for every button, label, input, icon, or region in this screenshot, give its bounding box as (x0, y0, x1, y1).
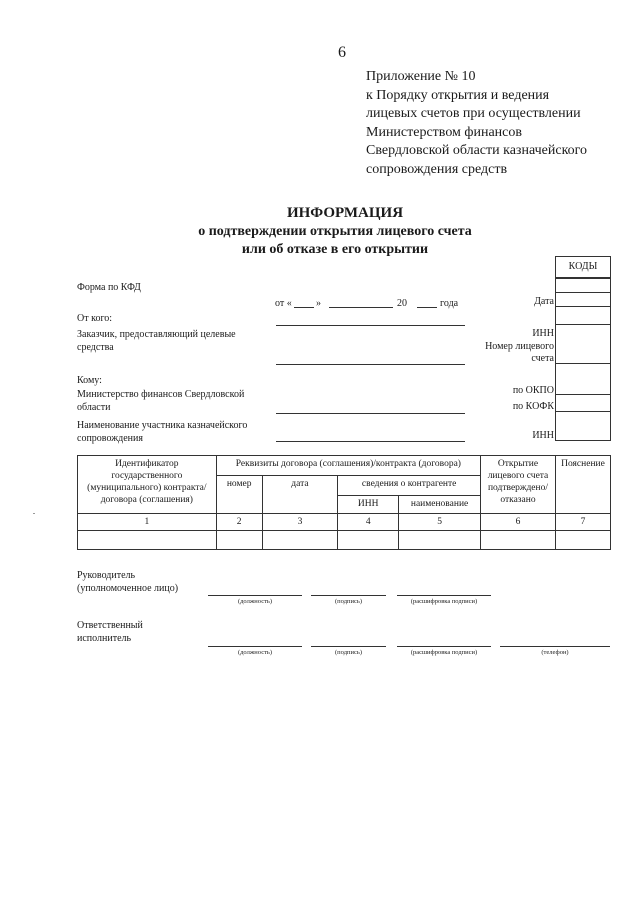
appendix-line: сопровождения средств (366, 161, 508, 177)
date-year-field[interactable] (417, 307, 437, 308)
appendix-line: к Порядку открытия и ведения (366, 87, 550, 103)
ministry-label: Министерство финансов Свердловской (77, 389, 245, 400)
executor-position-field[interactable] (208, 646, 302, 647)
col-inn-header: ИНН (338, 496, 399, 514)
head-signature-field[interactable] (311, 595, 386, 596)
head-label: Руководитель (77, 570, 136, 581)
to-label: Кому: (77, 375, 102, 386)
col-explanation-header: Пояснение (555, 456, 610, 514)
column-number: 6 (481, 514, 556, 531)
participant-label-2: сопровождения (77, 433, 143, 444)
form-kfd-label: Форма по КФД (77, 282, 141, 293)
col-date-header: дата (262, 476, 338, 514)
head-name-field[interactable] (397, 595, 491, 596)
executor-name-caption: (расшифровка подписи) (410, 649, 478, 656)
head-position-caption: (должность) (237, 598, 273, 605)
appendix-line: Министерством финансов (366, 124, 522, 140)
scan-mark (33, 513, 35, 514)
document-subtitle-2: или об отказе в его открытии (241, 242, 429, 257)
appendix-line: лицевых счетов при осуществлении (366, 106, 581, 122)
table-cell[interactable] (262, 531, 338, 550)
col-opening-header: Открытие лицевого счета подтверждено/ отказано (481, 456, 556, 514)
date-prefix: от « (275, 298, 292, 309)
table-cell[interactable] (78, 531, 217, 550)
document-subtitle: о подтверждении открытия лицевого счета (198, 224, 472, 239)
table-row (78, 531, 611, 550)
table-cell[interactable] (399, 531, 481, 550)
column-number: 4 (338, 514, 399, 531)
customer-label: Заказчик, предоставляющий целевые (77, 329, 236, 340)
col-contractor-header: сведения о контрагенте (338, 476, 481, 496)
head-signature-caption: (подпись) (335, 598, 362, 605)
table-cell[interactable] (555, 531, 610, 550)
ministry-label-2: области (77, 402, 111, 413)
okpo-label: по ОКПО (512, 385, 554, 396)
col-identifier-header: Идентификатор государственного (муниципального) контракта/ договора (соглашения) (78, 456, 217, 514)
col-group-header: Реквизиты договора (соглашения)/контракта (договора) (216, 456, 480, 476)
executor-position-caption: (должность) (237, 649, 273, 656)
col-number-header: номер (216, 476, 262, 514)
head-position-field[interactable] (208, 595, 302, 596)
ministry-field[interactable] (276, 413, 465, 414)
date-quote: » (316, 298, 321, 309)
code-cell-inn-2[interactable] (555, 411, 611, 441)
year-suffix: года (440, 298, 459, 309)
code-cell-inn-account[interactable] (555, 324, 611, 364)
executor-label: Ответственный (77, 620, 143, 631)
from-label: От кого: (77, 313, 113, 324)
table-cell[interactable] (338, 531, 399, 550)
code-cell-blank[interactable] (555, 306, 611, 325)
executor-label-2: исполнитель (77, 633, 132, 644)
executor-phone-field[interactable] (500, 646, 610, 647)
account-label: Номер лицевого (485, 341, 554, 352)
page-number: 6 (338, 44, 346, 61)
date-month-field[interactable] (329, 307, 393, 308)
customer-label-2: средства (77, 342, 114, 353)
head-label-2: (уполномоченное лицо) (77, 583, 179, 594)
appendix-line: Приложение № 10 (366, 69, 476, 84)
table-cell[interactable] (216, 531, 262, 550)
code-cell-date[interactable] (555, 292, 611, 307)
code-cell-kofk[interactable] (555, 394, 611, 412)
account-label-2: счета (531, 353, 554, 364)
appendix-header (366, 68, 587, 180)
appendix-line: Свердловской области казначейского (366, 143, 588, 159)
column-number: 3 (262, 514, 338, 531)
participant-field[interactable] (276, 441, 465, 442)
executor-signature-caption: (подпись) (335, 649, 362, 656)
executor-name-field[interactable] (397, 646, 491, 647)
customer-field[interactable] (276, 364, 465, 365)
year-prefix: 20 (397, 298, 407, 309)
date-day-field[interactable] (294, 307, 314, 308)
executor-phone-caption: (телефон) (541, 649, 569, 656)
head-name-caption: (расшифровка подписи) (410, 598, 478, 605)
inn-label-2: ИНН (532, 430, 554, 441)
column-number: 2 (216, 514, 262, 531)
executor-signature-field[interactable] (311, 646, 386, 647)
column-number: 7 (555, 514, 610, 531)
col-name-header: наименование (399, 496, 481, 514)
from-top-line (276, 325, 465, 326)
document-title: ИНФОРМАЦИЯ (286, 205, 404, 221)
inn-label: ИНН (532, 328, 554, 339)
code-cell-kfd[interactable] (555, 278, 611, 293)
codes-header: КОДЫ (555, 256, 611, 278)
kofk-label: по КОФК (512, 401, 554, 412)
date-label: Дата (534, 296, 554, 307)
code-cell-okpo[interactable] (555, 363, 611, 395)
participant-label: Наименование участника казначейского (77, 420, 248, 431)
table-cell[interactable] (481, 531, 556, 550)
contracts-table (77, 455, 611, 550)
column-number: 5 (399, 514, 481, 531)
column-number: 1 (78, 514, 217, 531)
